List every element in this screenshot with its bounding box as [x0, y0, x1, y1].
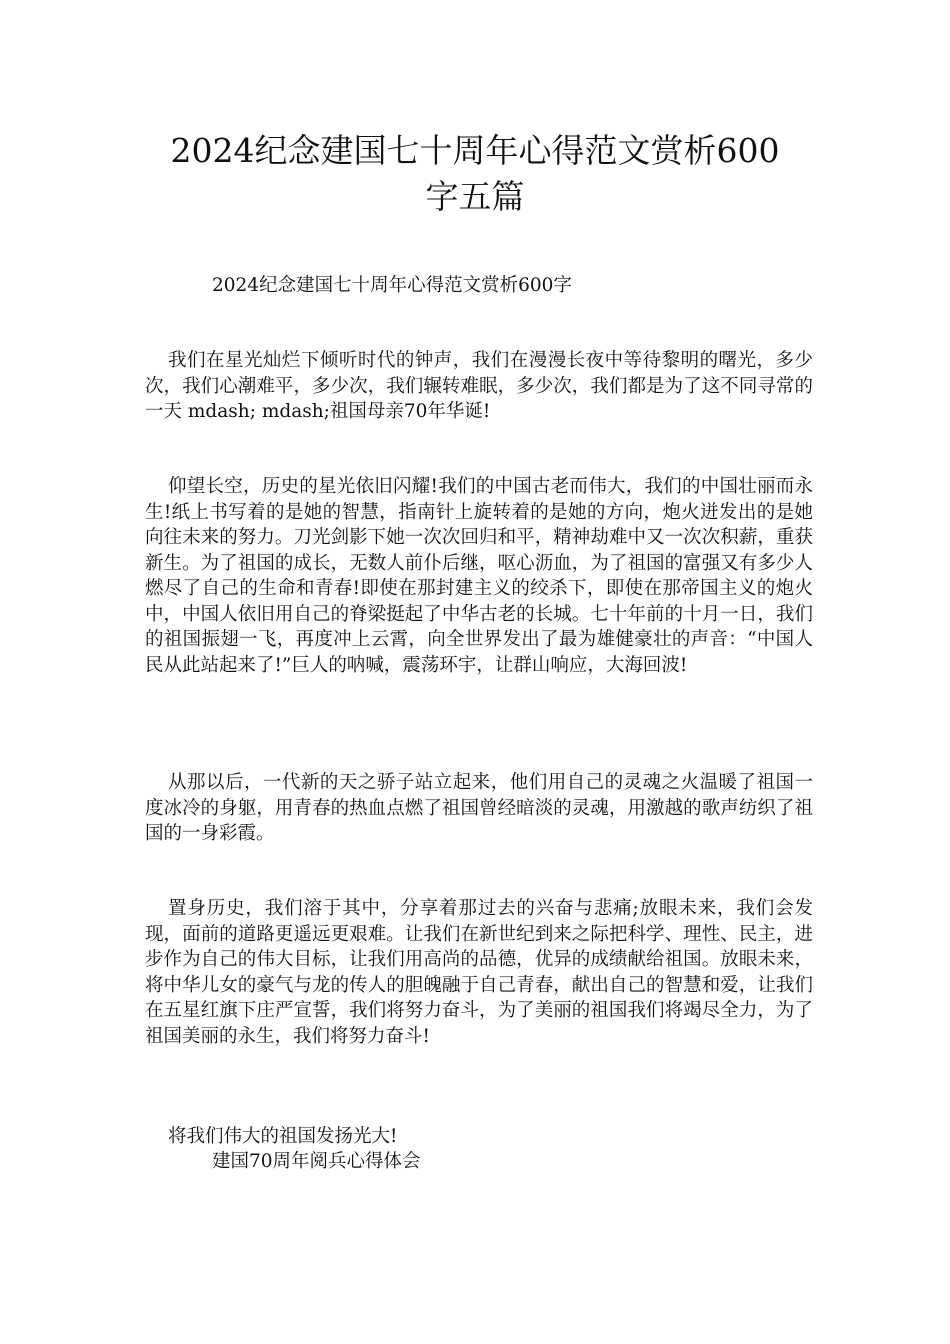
paragraph-4: 置身历史，我们溶于其中，分享着那过去的兴奋与悲痛;放眼未来，我们会发现，面前的道路更遥远更艰难。让我们在新世纪到来之际把科学、理性、民主，进步作为自己的伟大目标，让我们用高尚的品德，优异的成绩献给祖国。放眼未来，将中华儿女的豪气与龙的传人的胆魄融于自己青春，献出自己的智慧和爱，让我们在五星红旗下庄严宣誓，我们将努力奋斗，为了美丽的祖国我们将竭尽全力，为了祖国美丽的永生，我们将努力奋斗!	[145, 898, 813, 1047]
closing-line: 将我们伟大的祖国发扬光大!	[168, 1126, 398, 1147]
paragraph-2: 仰望长空，历史的星光依旧闪耀!我们的中国古老而伟大，我们的中国壮丽而永生!纸上书写着的是她的智慧，指南针上旋转着的是她的方向，炮火迸发出的是她向往未来的努力。刀光剑影下她一次次回归和平，精神劫难中又一次次积薪，重获新生。为了祖国的成长，无数人前仆后继，呕心沥血，为了祖国的富强又有多少人燃尽了自己的生命和青春!即使在那封建主义的绞杀下，即使在那帝国主义的炮火中，中国人依旧用自己的脊梁挺起了中华古老的长城。七十年前的十月一日，我们的祖国振翅一飞，再度冲上云霄，向全世界发出了最为雄健豪壮的声音：“中国人民从此站起来了!”巨人的呐喊，震荡环宇，让群山响应，大海回波!	[145, 476, 813, 676]
section-subtitle: 2024纪念建国七十周年心得范文赏析600字	[212, 275, 572, 296]
next-section-heading: 建国70周年阅兵心得体会	[212, 1151, 421, 1172]
title-line-2: 字五篇	[425, 177, 525, 216]
document-title	[120, 128, 830, 220]
title-line-1: 2024纪念建国七十周年心得范文赏析600	[170, 131, 780, 170]
paragraph-3: 从那以后，一代新的天之骄子站立起来，他们用自己的灵魂之火温暖了祖国一度冰冷的身躯，用青春的热血点燃了祖国曾经暗淡的灵魂，用激越的歌声纺织了祖国的一身彩霞。	[145, 772, 813, 844]
paragraph-1: 我们在星光灿烂下倾听时代的钟声，我们在漫漫长夜中等待黎明的曙光，多少次，我们心潮难平，多少次，我们辗转难眠，多少次，我们都是为了这不同寻常的一天 mdash; mdash;祖国母亲70年华诞!	[145, 350, 813, 422]
